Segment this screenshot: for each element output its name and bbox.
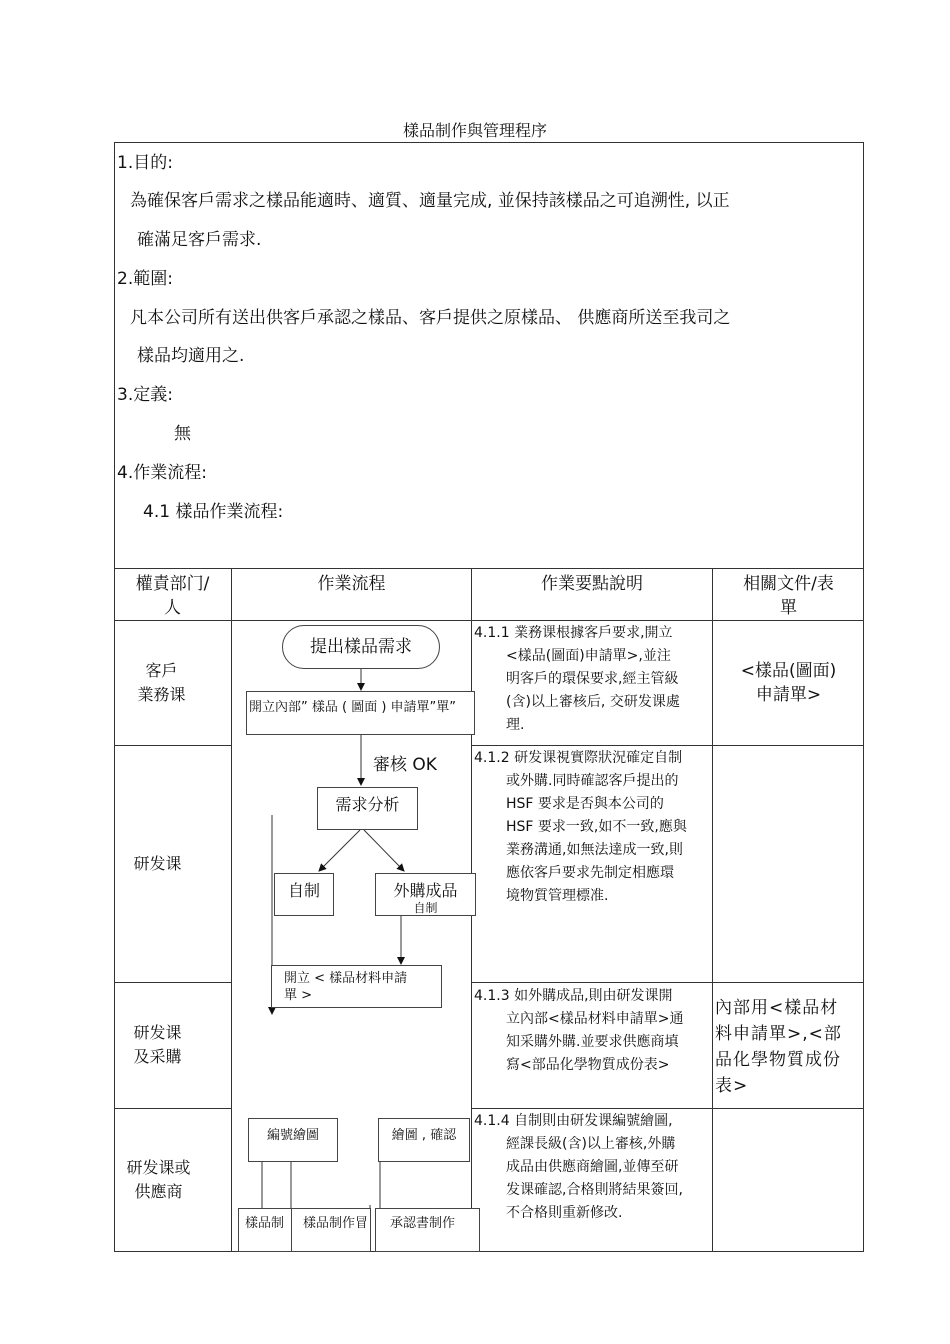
row3-desc-line: 知采購外購.並要求供應商填 [506, 1034, 679, 1050]
row4-desc-line: 成品由供應商繪圖,並傳至研 [506, 1159, 679, 1175]
flow-start-node: 提出樣品需求 [282, 625, 440, 669]
scope-heading: 2.範圍: [117, 269, 173, 289]
flow-draw-number-node: 編號繪圖 [248, 1118, 338, 1162]
flow-subheading: 4.1 樣品作業流程: [143, 502, 284, 522]
flow-sample-make-node-b: 樣品制作冒 [291, 1208, 371, 1252]
row2-desc-line: 業務溝通,如無法達成一致,則 [506, 842, 683, 858]
flow-self-make-node: 自制 [274, 873, 334, 916]
row1-dept-line1: 客戶 [145, 661, 178, 680]
flow-material-form-node [271, 965, 442, 1008]
flow-outsource-label: 外購成品 [393, 881, 458, 900]
row2-desc-line: 應依客戶要求先制定相應環 [506, 865, 674, 881]
row3-dept-line2: 及采購 [133, 1047, 182, 1066]
flow-open-form-node: 開立內部” 樣品 ( 圖面 ) 申請單”單” [246, 691, 475, 735]
row3-doc-line: 表> [715, 1076, 749, 1096]
flow-outsource-overflow: 自制 [413, 901, 438, 915]
row3-desc-line: 寫<部品化學物質成份表> [506, 1057, 670, 1073]
row1-doc-line1: <樣品(圖面) [740, 661, 837, 681]
row1-desc-line: 4.1.1 業務课根據客戶要求,開立 [474, 625, 673, 641]
purpose-text-line1: 為確保客戶需求之樣品能適時、適質、適量完成, 並保持該樣品之可追溯性, 以正 [130, 191, 730, 211]
header-dept-line2: 人 [164, 598, 181, 618]
flow-material-form-line2: 單 > [284, 988, 313, 1003]
header-dept-line1: 權責部门/ [135, 574, 210, 594]
row2-desc-line: 4.1.2 研发课視實際狀況確定自制 [474, 750, 683, 766]
document-title: 樣品制作與管理程序 [402, 121, 547, 140]
row4-desc-line: 不合格則重新修改. [506, 1205, 623, 1221]
row1-dept-line2: 業務课 [137, 685, 186, 704]
scope-text-line2: 樣品均適用之. [137, 346, 245, 366]
row4-dept-line2: 供應商 [134, 1182, 183, 1201]
flow-draw-confirm-node: 繪圖 , 確認 [378, 1118, 470, 1162]
row4-desc-line: 发课確認,合格則將結果簽回, [506, 1182, 683, 1198]
row1-desc-line: 理. [506, 717, 525, 733]
definition-text: 無 [174, 424, 191, 444]
flow-sample-make-node-a: 樣品制 [238, 1208, 300, 1252]
flow-heading: 4.作業流程: [117, 463, 207, 483]
header-docs-line2: 單 [780, 598, 797, 618]
header-flow: 作業流程 [317, 574, 386, 594]
row2-desc-line: 境物質管理標准. [506, 888, 609, 904]
row1-doc-line2: 申請單> [755, 685, 822, 705]
row2-desc-line: 或外購.同時確認客戶提出的 [506, 773, 679, 789]
row3-dept-line1: 研发课 [133, 1023, 182, 1042]
row1-desc-line: <樣品(圖面)申請單>,並注 [506, 648, 671, 664]
row3-doc-line: 內部用<樣品材 [715, 998, 839, 1018]
row3-doc-line: 料申請單>,<部 [715, 1024, 842, 1044]
header-docs-line1: 相關文件/表 [743, 574, 834, 594]
scope-text-line1: 凡本公司所有送出供客戶承認之樣品、客戶提供之原樣品、 供應商所送至我司之 [130, 308, 731, 328]
row4-desc-line: 經課長級(含)以上審核,外購 [506, 1136, 676, 1152]
flow-material-form-line1: 開立 < 樣品材料申請 [284, 971, 408, 986]
row2-desc-line: HSF 要求是否與本公司的 [506, 796, 664, 812]
purpose-heading: 1.目的: [117, 153, 173, 173]
flow-analysis-node: 需求分析 [317, 787, 418, 830]
row1-desc-line: (含)以上審核后, 交研发课處 [506, 694, 680, 710]
flow-approval-doc-node: 承認書制作 [375, 1208, 480, 1252]
row3-doc-line: 品化學物質成份 [715, 1050, 841, 1070]
flow-approve-label: 審核 OK [373, 755, 437, 775]
purpose-text-line2: 確滿足客戶需求. [137, 230, 262, 250]
row4-desc-line: 4.1.4 自制則由研发课編號繪圖, [474, 1113, 673, 1129]
row4-dept-line1: 研发课或 [126, 1158, 191, 1177]
row3-desc-line: 立內部<樣品材料申請單>通 [506, 1011, 684, 1027]
row2-dept: 研发课 [133, 854, 182, 873]
row3-desc-line: 4.1.3 如外購成品,則由研发课開 [474, 988, 673, 1004]
definition-heading: 3.定義: [117, 385, 173, 405]
flow-outsource-node [375, 873, 476, 916]
row1-desc-line: 明客戶的環保要求,經主管級 [506, 671, 679, 687]
header-points: 作業要點說明 [541, 574, 643, 594]
row2-desc-line: HSF 要求一致,如不一致,應與 [506, 819, 687, 835]
